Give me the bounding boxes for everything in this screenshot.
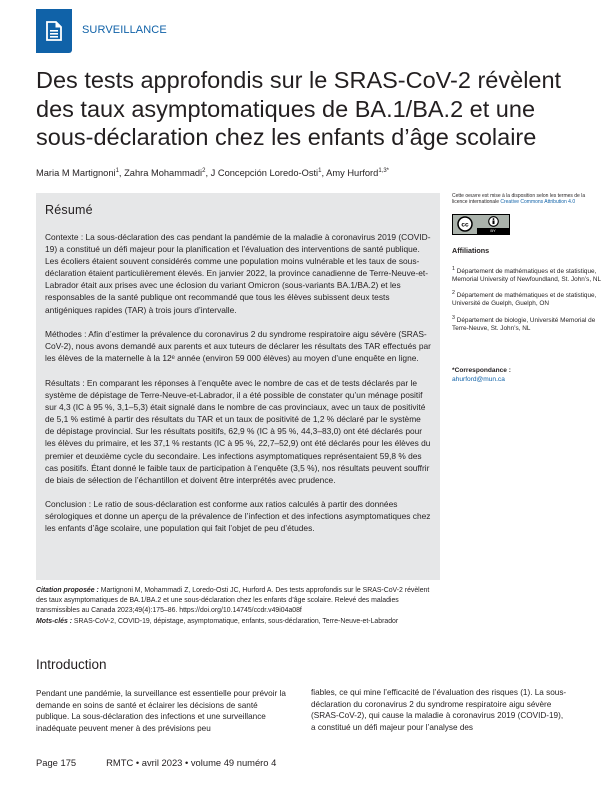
article-title: Des tests approfondis sur le SRAS-CoV-2 révèlent des taux asymptomatiques de BA.1/BA.2 et une sous-déclaration chez les enfants d’âge scolaire bbox=[36, 67, 562, 150]
abstract-results-label: Résultats : bbox=[45, 377, 85, 388]
keywords-label: Mots-clés : bbox=[36, 617, 72, 625]
affiliation-item bbox=[452, 265, 602, 285]
keywords-block bbox=[36, 617, 436, 627]
affiliation-sup: 2 bbox=[452, 290, 455, 297]
citation-block bbox=[36, 586, 436, 617]
abstract-heading: Résumé bbox=[45, 203, 93, 217]
affiliation-text: Département de mathématiques et de statistique, Memorial University of Newfoundland, St. John’s, NL bbox=[452, 267, 602, 283]
introduction-heading: Introduction bbox=[36, 657, 107, 672]
abstract-conclusion-label: Conclusion : bbox=[45, 499, 92, 510]
affiliation-sup: 1 bbox=[452, 265, 455, 272]
abstract-context bbox=[45, 231, 431, 316]
abstract-methods bbox=[45, 328, 431, 364]
sidebar bbox=[452, 193, 602, 383]
author-list: Maria M Martignoni$^1$, Zahra Mohammadi$^2$, J Concepción Loredo-Osti$^1$, Amy Hurford$^{1,3*}$ bbox=[36, 168, 390, 179]
cc-by-badge[interactable] bbox=[452, 214, 510, 235]
abstract-results-text: En comparant les réponses à l’enquête avec le nombre de cas et de tests déclarés par le système de dépistage de Terre-Neuve-et-Labrador, il a été possible de constater qu’un ménage positif sur 4,3 (IC à 95 %, 3,1–5,3) était signalé dans le nombre de cas provinciaux, avec un taux de positivité de 5,1 % estimé à partir des résultats du TAR et un taux de positivité de 1,2 % déclaré par le système de dépistage provincial. Sur les résultats positifs, 62,9 % (IC à 95 %, 44,3–83,0) ont été déclarés pour les élèves du primaire, et les 37,1 % restants (IC à 95 %, 22,7–52,9) ont été déclarés pour les élèves du premier et deuxième cycle du secondaire. Les infections asymptomatiques représentaient 59,8 % des cas positifs. Étant donné le faible taux de participation à l’enquête (3,5 %), nos résultats peuvent souffrir de biais de sélection de l’échantillon et doivent être interprétés avec prudence. bbox=[45, 377, 431, 485]
section-label: SURVEILLANCE bbox=[82, 24, 167, 36]
affiliation-item bbox=[452, 289, 602, 309]
abstract-context-text: La sous-déclaration des cas pendant la pandémie de la maladie à coronavirus 2019 (COVID-19) a constitué un défi majeur pour la planification et l’évaluation des interventions de santé publique. Les écoliers étaient souvent considérés comme une population moins vulnérable et les taux de sous-déclaration étaient particulièrement élevés. En janvier 2022, la province canadienne de Terre-Neuve-et-Labrador était aux prises avec une éclosion du variant Omicron (sous-variants BA.1/BA.2) et les responsables de la santé publique ont recommandé que tous les élèves subissent deux tests antigéniques rapides (TAR) à trois jours d’intervalle. bbox=[45, 232, 431, 315]
abstract-conclusion-text: Le ratio de sous-déclaration est conforme aux ratios calculés à partir des données sérologiques et donne un aperçu de la prévalence de l’infection et des infections asymptomatiques chez les enfants d’âge scolaire, une population qui fait l’objet de peu d’études. bbox=[45, 499, 431, 534]
author-name: Maria M Martignoni bbox=[36, 168, 116, 179]
author-name: J Concepción Loredo-Osti bbox=[210, 168, 319, 179]
abstract-conclusion bbox=[45, 498, 431, 534]
correspondence-label: *Correspondance : bbox=[452, 367, 511, 375]
author-name: Amy Hurford bbox=[326, 168, 379, 179]
cc-icon bbox=[453, 215, 477, 234]
affiliation-item bbox=[452, 314, 602, 334]
abstract-context-label: Contexte : bbox=[45, 232, 84, 242]
journal-info: RMTC • avril 2023 • volume 49 numéro 4 bbox=[106, 757, 277, 768]
introduction-left-column: Pendant une pandémie, la surveillance est essentielle pour prévoir la demande en soins de santé et éclairer les décisions de santé publique. La sous-déclaration des infections et une surveillance inadéquate peuvent mener à des prévisions peu bbox=[36, 689, 286, 733]
correspondence-email-link[interactable]: ahurford@mun.ca bbox=[452, 376, 505, 384]
abstract-methods-text: Afin d’estimer la prévalence du coronavirus 2 du syndrome respiratoire aigu sévère (SRAS-CoV-2), nous avons demandé aux parents et aux tuteurs de déclarer les résultats des TAR effectués par les élèves de la maternelle à la 12ᵉ année (environ 59 000 élèves) au moyen d’une enquête en ligne. bbox=[45, 329, 431, 364]
affiliation-text: Département de biologie, Université Memorial de Terre-Neuve, St. John’s, NL bbox=[452, 316, 596, 332]
abstract-box bbox=[36, 193, 440, 580]
affiliation-text: Département de mathématiques et de statistique, Université de Guelph, Guelph, ON bbox=[452, 292, 597, 308]
affiliation-sup: 3 bbox=[452, 314, 455, 321]
section-document-icon bbox=[36, 9, 72, 53]
page-footer bbox=[36, 757, 276, 768]
affiliations-title: Affiliations bbox=[452, 245, 490, 255]
page-number: Page 175 bbox=[36, 757, 77, 768]
by-attribution bbox=[477, 215, 509, 234]
license-link[interactable]: Creative Commons Attribution 4.0 bbox=[500, 199, 576, 206]
keywords-text: SRAS-CoV-2, COVID-19, dépistage, asymptomatique, enfants, sous-déclaration, Terre-Neuve-et-Labrador bbox=[72, 617, 399, 625]
author-affiliation-sup: 1 bbox=[115, 168, 119, 174]
abstract-results bbox=[45, 377, 431, 486]
author-affiliation-sup: 1 bbox=[318, 168, 322, 174]
document-icon bbox=[46, 21, 62, 41]
svg-text:cc: cc bbox=[461, 221, 469, 229]
abstract-methods-label: Méthodes : bbox=[45, 329, 87, 340]
citation-text[interactable]: Martignoni M, Mohammadi Z, Loredo-Osti JC, Hurford A. Des tests approfondis sur le SRAS-CoV-2 révèlent des taux asymptomatiques de BA.1/BA.2 et une sous-déclaration chez les enfants d’âge scolaire. Relevé des maladies transmissibles au Canada 2023;49(4):175–86. https://doi.org/10.14745/ccdr.v49i04a08f bbox=[36, 587, 430, 615]
author-affiliation-sup: 2 bbox=[202, 168, 206, 174]
by-label: BY bbox=[477, 228, 509, 234]
by-person-icon bbox=[488, 216, 499, 227]
suggested-citation bbox=[36, 586, 436, 627]
introduction-right-column: fiables, ce qui mine l’efficacité de l’évaluation des risques (1). La sous-déclaration du coronavirus 2 du syndrome respiratoire aigu sévère (SRAS-CoV-2), qui cause la maladie à coronavirus 2019 (COVID-19), a constitué un défi majeur pour l’analyse des bbox=[311, 688, 567, 732]
license-notice bbox=[452, 193, 602, 206]
license-text: Cette oeuvre est mise à la disposition selon les termes de la licence internationale bbox=[452, 193, 586, 206]
author-name: Zahra Mohammadi bbox=[124, 168, 203, 179]
citation-label: Citation proposée : bbox=[36, 587, 99, 594]
author-affiliation-sup: 1,3* bbox=[378, 168, 390, 174]
